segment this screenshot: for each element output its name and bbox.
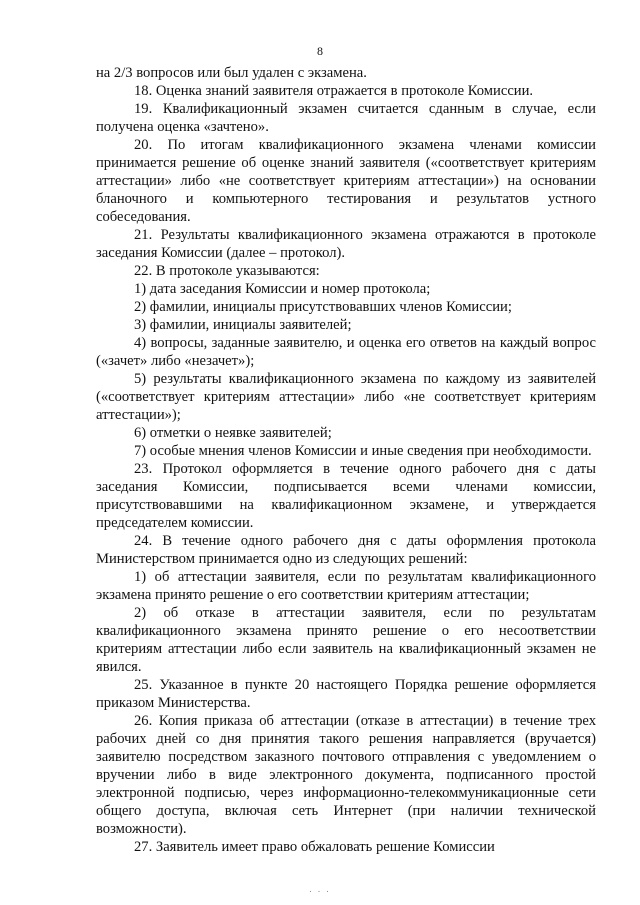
list-item-22-5: 5) результаты квалификационного экзамена по каждому из заявителей («соответствует критериям аттестации» либо «не соответствует критериям аттестации»); <box>96 371 596 423</box>
paragraph-20: 20. По итогам квалификационного экзамена членами комиссии принимается решение об оценке знаний заявителя («соответствует критериям аттестации» либо «не соответствует критериям аттестации») на основании бланочного и компьютерного тестирования и результатов устного собеседования. <box>96 137 596 225</box>
list-item-22-4: 4) вопросы, заданные заявителю, и оценка его ответов на каждый вопрос («зачет» либо «незачет»); <box>96 335 596 369</box>
list-item-24-2: 2) об отказе в аттестации заявителя, если по результатам квалификационного экзамена принято решение о его несоответствии критериям аттестации либо если заявитель на квалификационный экзамен не явился. <box>96 605 596 675</box>
paragraph-21: 21. Результаты квалификационного экзамена отражаются в протоколе заседания Комиссии (далее – протокол). <box>96 227 596 261</box>
paragraph-19: 19. Квалификационный экзамен считается сданным в случае, если получена оценка «зачтено». <box>96 101 596 135</box>
paragraph-23: 23. Протокол оформляется в течение одного рабочего дня с даты заседания Комиссии, подписывается всеми членами комиссии, присутствовавшими на квалификационном экзамене, и утверждается председателем комиссии. <box>96 461 596 531</box>
page-number: 8 <box>317 44 323 58</box>
paragraph-26: 26. Копия приказа об аттестации (отказе в аттестации) в течение трех рабочих дней со дня принятия такого решения направляется (вручается) заявителю посредством заказного почтового отправления с уведомлением о вручении либо в виде электронного документа, подписанного простой электронной подписью, через информационно-телекоммуникационные сети общего доступа, включая сеть Интернет (при наличии технической возможности). <box>96 713 596 837</box>
paragraph-24: 24. В течение одного рабочего дня с даты оформления протокола Министерством принимается одно из следующих решений: <box>96 533 596 567</box>
document-body <box>96 64 596 856</box>
paragraph-25: 25. Указанное в пункте 20 настоящего Порядка решение оформляется приказом Министерства. <box>96 677 596 711</box>
paragraph-18: 18. Оценка знаний заявителя отражается в протоколе Комиссии. <box>134 83 534 99</box>
footer-mark: . . . <box>309 884 331 894</box>
list-item-22-2: 2) фамилии, инициалы присутствовавших членов Комиссии; <box>134 299 512 315</box>
paragraph-continuation: на 2/3 вопросов или был удален с экзамена. <box>96 65 367 81</box>
paragraph-22: 22. В протоколе указываются: <box>134 263 320 279</box>
paragraph-27: 27. Заявитель имеет право обжаловать решение Комиссии <box>134 839 495 855</box>
list-item-22-6: 6) отметки о неявке заявителей; <box>134 425 332 441</box>
list-item-22-1: 1) дата заседания Комиссии и номер протокола; <box>134 281 431 297</box>
list-item-22-3: 3) фамилии, инициалы заявителей; <box>134 317 352 333</box>
list-item-24-1: 1) об аттестации заявителя, если по результатам квалификационного экзамена принято решение о его соответствии критериям аттестации; <box>96 569 596 603</box>
list-item-22-7: 7) особые мнения членов Комиссии и иные сведения при необходимости. <box>134 443 592 459</box>
